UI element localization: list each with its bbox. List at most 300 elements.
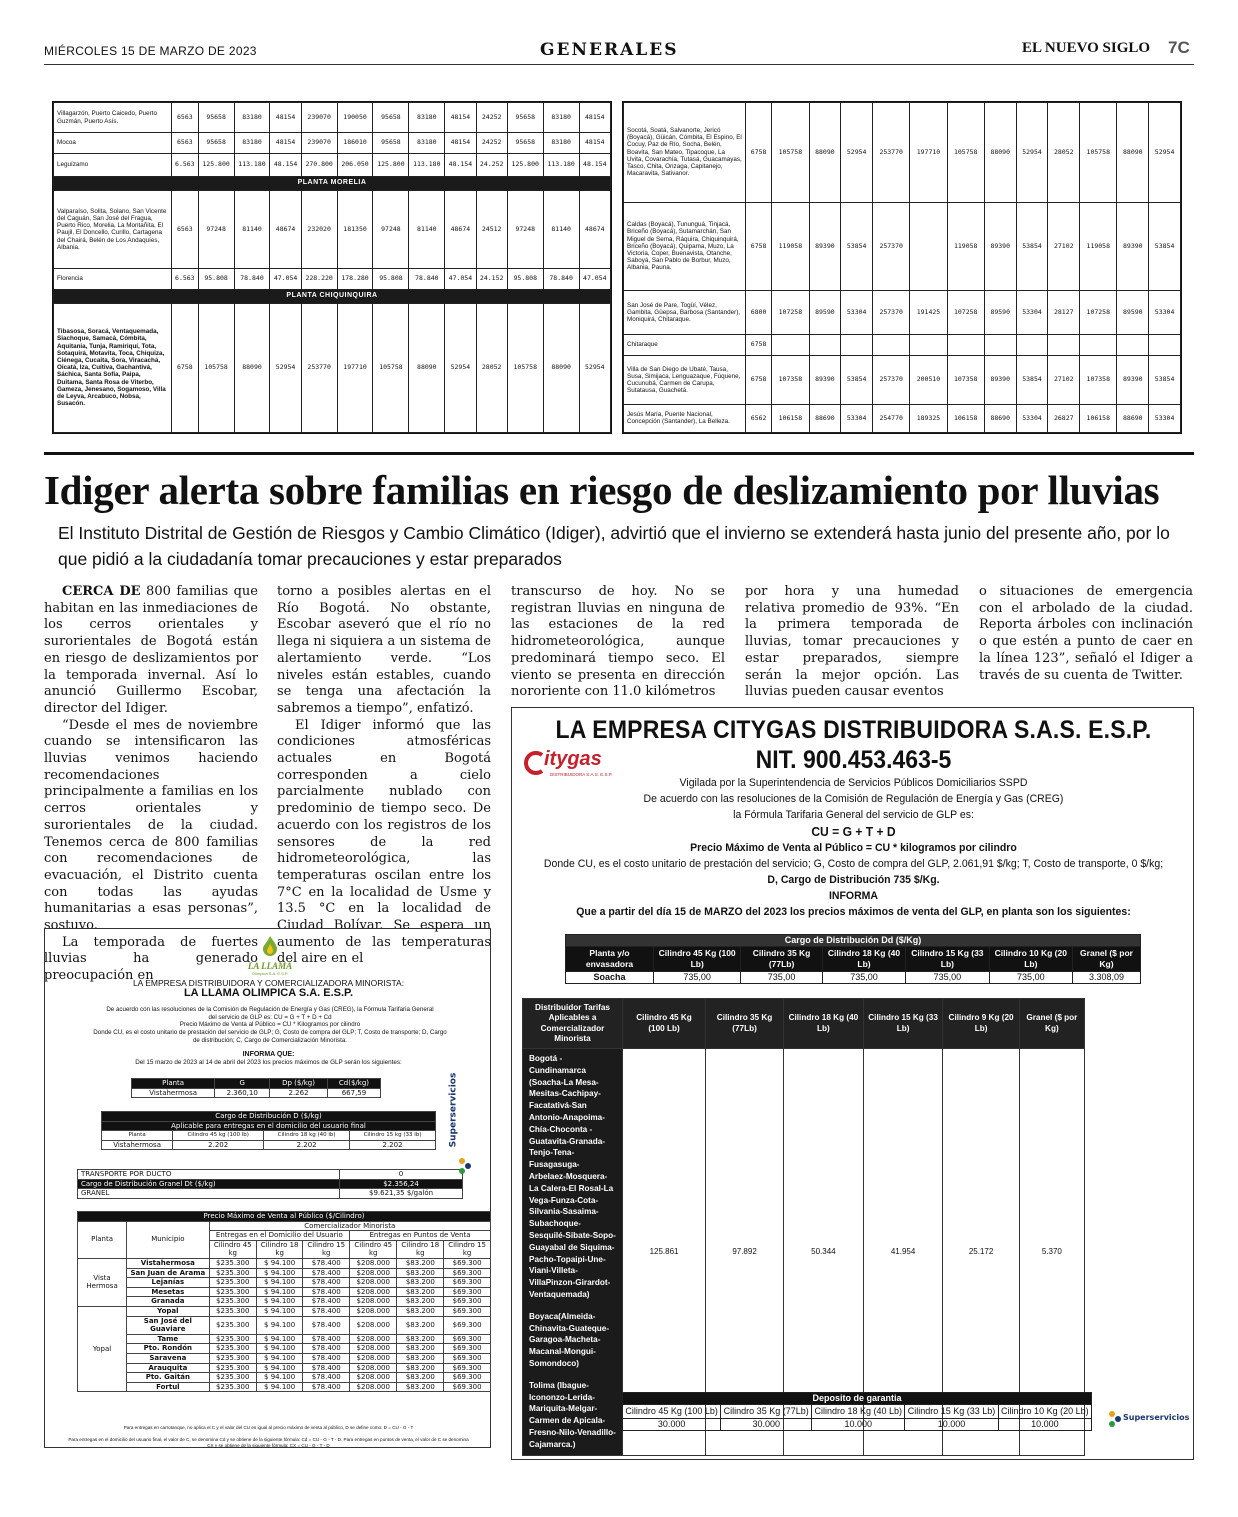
table-cell: $235.300	[209, 1258, 256, 1268]
table-cell: 88090	[234, 303, 270, 432]
table-cell: $78.400	[303, 1297, 350, 1307]
table-cell: $69.300	[444, 1306, 491, 1316]
table-cell: $208.000	[350, 1297, 397, 1307]
table-cell: 48154	[579, 103, 610, 133]
table-cell: 119058	[772, 202, 809, 291]
table-cell: 48154	[445, 133, 476, 154]
table-cell: 113.180	[543, 153, 579, 176]
tariff-table-right	[622, 101, 1182, 434]
article-paragraph: “Desde el mes de noviembre cuando se intensificaron las lluvias venimos haciendo recomendaciones principalmente a familias en los cerros orientales y surorientales de la ciudad. Tenemos cerca de 800 familias con recomendaciones de evacuación, el Distrito cuenta con todas las ayudas humanitarias a esas personas”, sostuvo.	[44, 717, 258, 934]
table-cell: 97.892	[706, 1049, 784, 1456]
table-cell: $ 94.100	[256, 1278, 302, 1288]
table-cell: $ 94.100	[256, 1287, 302, 1297]
table-row	[54, 190, 611, 268]
table-cell: 119058	[1080, 202, 1117, 291]
table-cell: $208.000	[350, 1258, 397, 1268]
municipio-cell: Vistahermosa	[127, 1258, 209, 1268]
table-row	[78, 1334, 491, 1344]
column-header: Cilindro 18 kg	[256, 1240, 302, 1258]
table-cell: 254770	[873, 404, 910, 432]
table-cell: 27102	[1048, 202, 1080, 291]
llama-note-1: Para entregas en carrotanque, no aplica el C y el valor del CU es igual al precio máximo de venta al público, D se define como: D = CU - G - T	[123, 1425, 414, 1430]
table-cell: 53304	[1016, 404, 1048, 432]
column-header: Cilindro 18 Kg (40 Lb)	[822, 947, 905, 972]
table-cell: 189325	[910, 404, 947, 432]
table-cell: 52954	[445, 303, 476, 432]
table-cell: $69.300	[444, 1268, 491, 1278]
table-row	[78, 1258, 491, 1268]
section-label: PLANTA CHIQUINQUIRA	[54, 289, 611, 303]
table-cell: 88090	[1117, 103, 1149, 203]
table-cell: $208.000	[350, 1316, 397, 1334]
column-header: Planta	[78, 1221, 127, 1258]
article-subtitle: El Instituto Distrital de Gestión de Riesgos y Cambio Climático (Idiger), advirtió que el invierno se extenderá hasta junio del presente año, por lo que pidió a la ciudadanía tomar precauciones y estar preparados	[58, 523, 1170, 569]
table-cell: $208.000	[350, 1306, 397, 1316]
table-row	[624, 356, 1181, 405]
llama-olimpica-advertisement	[44, 928, 491, 1448]
table-cell	[1117, 334, 1149, 356]
table-cell: $208.000	[350, 1287, 397, 1297]
location-cell: Villagarzón, Puerto Caicedo, Puerto Guzmán, Puerto Asís.	[54, 103, 172, 133]
citygas-advertisement	[511, 707, 1194, 1460]
table-cell: 52954	[1149, 103, 1181, 203]
table-cell: $235.300	[209, 1306, 256, 1316]
table-cell: 107358	[1080, 356, 1117, 405]
table-cell: 52954	[270, 303, 301, 432]
table-cell: 6758	[172, 303, 199, 432]
table-cell: $78.400	[303, 1287, 350, 1297]
table-cell: 83180	[234, 103, 270, 133]
table-cell: 83180	[543, 103, 579, 133]
column-header: Cilindro 9 Kg (20 Lb)	[943, 999, 1019, 1049]
table-cell: 197710	[337, 303, 373, 432]
table-cell: $78.400	[303, 1278, 350, 1288]
table-cell: 106158	[947, 404, 984, 432]
article-column-4	[745, 584, 959, 701]
table-cell: $ 94.100	[256, 1268, 302, 1278]
table-cell: 95658	[507, 133, 543, 154]
municipio-cell: San José del Guaviare	[127, 1316, 209, 1334]
table-cell: 125.800	[507, 153, 543, 176]
llama-price-table	[77, 1211, 491, 1392]
citygas-effective-date: Que a partir del día 15 de MARZO del 2023 los precios máximos de venta del GLP, en planta son los siguientes:	[576, 906, 1131, 918]
table-cell	[841, 334, 873, 356]
table-cell: 48154	[579, 133, 610, 154]
table-cell: 2.262	[270, 1088, 328, 1098]
table-cell: 107358	[947, 356, 984, 405]
table-cell: $69.300	[444, 1382, 491, 1392]
table-cell: $83.200	[397, 1382, 444, 1392]
table-cell: 78.840	[543, 269, 579, 290]
llama-note-2: Para entregas en el domicilio del usuario final, el valor de C, se denomina Cd y se obtiene de la siguiente fórmula: Cd = CU - G - T - D. Para entregas en puntos de venta, el valor de C se denomina CX y se obtiene de la siguiente fórmula: CX = CU - G - T - D	[68, 1437, 469, 1448]
superservicios-icon	[1108, 1410, 1122, 1428]
table-cell: 2.202	[173, 1140, 264, 1150]
table-cell: 2.360,10	[215, 1088, 270, 1098]
table-cell	[772, 334, 809, 356]
distributor-list	[523, 1049, 623, 1456]
table-row	[54, 153, 611, 176]
column-header: Planta	[132, 1079, 215, 1089]
article-paragraph: o situaciones de emergencia con el arbolado de la ciudad. Reporta árboles con inclinación o que estén a punto de caer en la línea 123”, señaló el Idiger a través de su cuenta de Twitter.	[979, 584, 1193, 683]
article-paragraph: torno a posibles alertas en el Río Bogotá. No obstante, Escobar aseveró que el río no llega ni siquiera a un sistema de alertamiento verde. “Los niveles están estables, cuando se tenga una afectación la sabremos a tiempo”, enfatizó.	[277, 584, 491, 716]
table-row	[78, 1268, 491, 1278]
citygas-creg: De acuerdo con las resoluciones de la Comisión de Regulación de Energía y Gas (CREG)	[643, 793, 1064, 805]
distributor-tolima: Tolima (Ibague-Icononzo-Lerida- Mariquita-Melgar-Carmen de Apicala-Fresno-Nilo-Venadillo-Cajamarca.)	[529, 1380, 616, 1449]
table-cell: 105758	[507, 303, 543, 432]
table-cell: 53854	[841, 202, 873, 291]
article-column-5	[979, 584, 1193, 684]
table-cell: 6758	[746, 334, 772, 356]
table-cell: Vistahermosa	[132, 1088, 215, 1098]
table-section-row	[54, 176, 611, 190]
table-cell: 10.000	[812, 1419, 905, 1431]
table-cell: 97248	[373, 190, 409, 268]
table-row	[78, 1382, 491, 1392]
table-cell: 89390	[984, 356, 1016, 405]
table-cell: $69.300	[444, 1297, 491, 1307]
citygas-formula-intro: la Fórmula Tarifaria General del servicio de GLP es:	[733, 809, 974, 821]
table-cell: $69.300	[444, 1278, 491, 1288]
table-cell: 2.202	[350, 1140, 436, 1150]
table-cell: $83.200	[397, 1344, 444, 1354]
table-cell: $ 94.100	[256, 1258, 302, 1268]
table-cell: $78.400	[303, 1353, 350, 1363]
table-cell: 105758	[772, 103, 809, 203]
table-cell: $235.300	[209, 1334, 256, 1344]
table-cell: 48154	[270, 103, 301, 133]
table-cell: 257370	[873, 356, 910, 405]
table-cell: 53854	[1149, 202, 1181, 291]
table-cell: 735,00	[741, 972, 822, 984]
llama-logo-text: LA LLAMA	[247, 961, 293, 971]
table-cell: 3.308,09	[1073, 972, 1141, 984]
article-paragraph: transcurso de hoy. No se registran lluvias en ninguna de las estaciones de la red hidrometeorológica, aunque predominará tiempo seco. El viento se presenta en dirección nororiente con 11.0 kilómetros	[511, 584, 725, 700]
table-cell: 88090	[809, 103, 841, 203]
citygas-informa: INFORMA	[828, 890, 879, 902]
table-cell: 6758	[746, 356, 772, 405]
table-cell: 24252	[476, 133, 507, 154]
table-cell: 41.954	[863, 1049, 943, 1456]
table-cell: 105758	[1080, 103, 1117, 203]
table-cell: 83180	[234, 133, 270, 154]
column-header: Cilindro 45 kg	[209, 1240, 256, 1258]
table-row	[78, 1189, 463, 1199]
table-cell: $208.000	[350, 1344, 397, 1354]
table-cell: 88090	[984, 103, 1016, 203]
table-cell: 81140	[409, 190, 445, 268]
table-cell: 106158	[772, 404, 809, 432]
table-cell: 53854	[1016, 356, 1048, 405]
table-cell: $235.300	[209, 1344, 256, 1354]
table-cell: 53304	[841, 291, 873, 334]
table-row	[54, 133, 611, 154]
citygas-nit: NIT. 900.453.463-5	[755, 746, 952, 774]
table-cell: 88090	[543, 303, 579, 432]
table-cell: $ 94.100	[256, 1334, 302, 1344]
table-cell: 88090	[409, 303, 445, 432]
table-row	[54, 103, 611, 133]
table-cell: 30.000	[721, 1419, 812, 1431]
newspaper-name: EL NUEVO SIGLO	[1022, 40, 1151, 56]
table-cell: 257370	[873, 291, 910, 334]
table-cell: 48674	[270, 190, 301, 268]
location-cell: Villa de San Diego de Ubaté, Tausa, Susa, Simijaca, Lenguazaque, Fúquene, Cucunubá, Carmen de Carupa, Sutatausa, Guachetá.	[624, 356, 746, 405]
table-row	[624, 202, 1181, 291]
table-cell: 88690	[809, 404, 841, 432]
table-cell: 95.808	[507, 269, 543, 290]
table-cell: $83.200	[397, 1297, 444, 1307]
table-cell: 6563	[172, 103, 199, 133]
table-cell: 257370	[873, 202, 910, 291]
table-cell	[1080, 334, 1117, 356]
table-cell: $235.300	[209, 1297, 256, 1307]
table-cell: $ 94.100	[256, 1297, 302, 1307]
llama-distribution-table	[101, 1111, 436, 1150]
table-cell: $ 94.100	[256, 1363, 302, 1373]
table-cell: 89590	[984, 291, 1016, 334]
table-cell: 253770	[873, 103, 910, 203]
table-cell: 48674	[579, 190, 610, 268]
column-header: Cilindro 45 kg	[350, 1240, 397, 1258]
column-header: Municipio	[127, 1221, 209, 1258]
table-cell: $208.000	[350, 1363, 397, 1373]
column-header: Cilindro 18 Kg (40 Lb)	[812, 1405, 905, 1419]
table-cell: 50.344	[784, 1049, 864, 1456]
table-cell: 52954	[1016, 103, 1048, 203]
table-cell: $ 94.100	[256, 1382, 302, 1392]
table-cell: 95658	[507, 103, 543, 133]
table-row	[78, 1297, 491, 1307]
table-cell: 10.000	[998, 1419, 1091, 1431]
column-header: Cd($/kg)	[327, 1079, 380, 1089]
table-cell: $208.000	[350, 1278, 397, 1288]
table-cell	[1149, 334, 1181, 356]
table-cell: $78.400	[303, 1344, 350, 1354]
llama-creg: De acuerdo con las resoluciones de la Comisión de Regulación de Energía y Gas (CREG), la Fórmula Tarifaria General del servicio de GLP es: CU = G + T + D + Cd	[106, 1006, 434, 1021]
table-cell: 228.220	[301, 269, 337, 290]
table-cell: 190050	[337, 103, 373, 133]
table-cell: 95658	[198, 103, 234, 133]
table-cell: 89590	[1117, 291, 1149, 334]
municipio-cell: Arauquita	[127, 1363, 209, 1373]
location-cell: Leguízamo	[54, 153, 172, 176]
column-header: Distribuidor Tarifas Aplicables a Comercializador Minorista	[523, 999, 623, 1049]
table-row	[78, 1353, 491, 1363]
table-cell: $78.400	[303, 1334, 350, 1344]
table-cell: $78.400	[303, 1268, 350, 1278]
superservicios-logo	[450, 1065, 480, 1175]
table-subtitle: Aplicable para entregas en el domicilio del usuario final	[102, 1121, 436, 1131]
table-row	[78, 1363, 491, 1373]
municipio-cell: Yopal	[127, 1306, 209, 1316]
llama-period: Del 15 marzo de 2023 al 14 de abril del 2023 los precios máximos de GLP serán los siguientes:	[135, 1059, 402, 1066]
article-column-1	[44, 584, 258, 985]
table-cell: $208.000	[350, 1268, 397, 1278]
table-cell: 191425	[910, 291, 947, 334]
table-cell	[910, 334, 947, 356]
table-cell: $235.300	[209, 1353, 256, 1363]
citygas-precio: Precio Máximo de Venta al Público = CU * kilogramos por cilindro	[690, 842, 1017, 854]
table-cell: 6563	[172, 133, 199, 154]
table-row	[78, 1373, 491, 1383]
citygas-formula: CU = G + T + D	[811, 824, 896, 839]
citygas-logo-sub: DISTRIBUIDORA S.A.S. E.S.P.	[550, 772, 613, 777]
table-cell: $83.200	[397, 1363, 444, 1373]
planta-cell: Vista Hermosa	[78, 1258, 127, 1306]
table-cell: 48.154	[579, 153, 610, 176]
table-cell: $78.400	[303, 1382, 350, 1392]
table-cell: 53304	[1016, 291, 1048, 334]
table-cell: 48154	[445, 103, 476, 133]
table-cell: 107258	[1080, 291, 1117, 334]
table-cell: 30.000	[623, 1419, 721, 1431]
column-header: Cilindro 45 Kg (100 Lb)	[623, 999, 706, 1049]
table-cell	[947, 334, 984, 356]
table-cell: 200510	[910, 356, 947, 405]
header-rule	[44, 64, 1194, 65]
row-header: GRANEL	[78, 1189, 340, 1199]
llama-logo	[240, 935, 300, 976]
column-header: Cilindro 10 Kg (20 Lb)	[989, 947, 1072, 972]
table-cell: $83.200	[397, 1373, 444, 1383]
column-header: Cilindro 15 kg	[444, 1240, 491, 1258]
llama-logo-sub: Olímpica S.A. E.S.P.	[251, 971, 289, 976]
table-cell: 239070	[301, 103, 337, 133]
table-cell: 88690	[984, 404, 1016, 432]
municipio-cell: Fortul	[127, 1382, 209, 1392]
table-cell: 113.180	[234, 153, 270, 176]
table-cell: 81140	[234, 190, 270, 268]
table-cell: 88690	[1117, 404, 1149, 432]
table-cell: $78.400	[303, 1363, 350, 1373]
table-row	[624, 334, 1181, 356]
table-cell: 735,00	[989, 972, 1072, 984]
table-cell: $ 94.100	[256, 1316, 302, 1334]
table-row	[78, 1287, 491, 1297]
location-cell: Valparaíso, Solita, Solano, San Vicente del Caguán, San José del Fragua, Puerto Rico, Morelia, La Montañita, El Paujil, El Doncello, Curillo, Cartagena del Chairá, Belén de Los Andaquíes, Albania.	[54, 190, 172, 268]
table-cell: $78.400	[303, 1373, 350, 1383]
table-row	[54, 303, 611, 432]
table-cell: 181350	[337, 190, 373, 268]
table-cell: 53854	[841, 356, 873, 405]
municipio-cell: Pto. Gaitán	[127, 1373, 209, 1383]
article-column-3	[511, 584, 725, 701]
table-cell: $235.300	[209, 1287, 256, 1297]
table-cell: 83180	[409, 103, 445, 133]
citygas-cargo: D, Cargo de Distribución 735 $/Kg.	[767, 874, 940, 886]
llama-g-table	[131, 1078, 381, 1098]
location-cell: Caldas (Boyacá), Tununguá, Tinjacá, Briceño (Boyacá), Sutamarchán, San Miguel de Sema, Ráquira, Chiquinquirá, Briceño (Boyacá), Quipama, Muzo, La Victoria, Coper, Buenavista, Otanche, Saboyá, San Pablo de Borbur, Muzo, Albania, Pauna.	[624, 202, 746, 291]
column-header: Cilindro 10 Kg (20 Lb)	[998, 1405, 1091, 1419]
table-cell: $69.300	[444, 1258, 491, 1268]
table-cell: 83180	[409, 133, 445, 154]
table-cell: $235.300	[209, 1268, 256, 1278]
table-cell: 89390	[984, 202, 1016, 291]
location-cell: Florencia	[54, 269, 172, 290]
table-cell: 53304	[1149, 404, 1181, 432]
table-cell: 47.054	[270, 269, 301, 290]
table-row	[624, 103, 1181, 203]
superservicios-text: Superservicios	[1123, 1413, 1190, 1422]
citygas-vigilada: Vigilada por la Superintendencia de Servicios Públicos Domiciliarios SSPD	[679, 777, 1028, 789]
table-row	[78, 1278, 491, 1288]
column-header: Cilindro 45 Kg (100 Lb)	[623, 1405, 721, 1419]
table-cell: $83.200	[397, 1334, 444, 1344]
table-cell: 27102	[1048, 356, 1080, 405]
table-cell: 186010	[337, 133, 373, 154]
table-cell: 178.280	[337, 269, 373, 290]
location-cell: Chitaraque	[624, 334, 746, 356]
table-cell: 106158	[1080, 404, 1117, 432]
table-cell: 24512	[476, 190, 507, 268]
table-cell: $2.356,24	[340, 1179, 463, 1189]
table-row	[624, 291, 1181, 334]
table-row	[78, 1306, 491, 1316]
table-cell: $83.200	[397, 1353, 444, 1363]
table-cell: 6563	[172, 190, 199, 268]
table-cell: $208.000	[350, 1353, 397, 1363]
table-cell: 6800	[746, 291, 772, 334]
table-cell: 735,00	[654, 972, 741, 984]
table-cell: $ 94.100	[256, 1353, 302, 1363]
citygas-definitions: Donde CU, es el costo unitario de prestación del servicio; G, Costo de compra del GLP, 2.061,91 $/kg; T, Costo de transporte, 0 $/kg;	[543, 858, 1164, 870]
article-headline: Idiger alerta sobre familias en riesgo de deslizamiento por lluvias	[44, 467, 1160, 513]
municipio-cell: Tame	[127, 1334, 209, 1344]
table-cell: $235.300	[209, 1382, 256, 1392]
column-header: Dp ($/kg)	[270, 1079, 328, 1089]
table-cell: $208.000	[350, 1334, 397, 1344]
municipio-cell: Saravena	[127, 1353, 209, 1363]
table-cell	[873, 334, 910, 356]
table-cell: 26827	[1048, 404, 1080, 432]
table-cell: 239070	[301, 133, 337, 154]
table-title: Cargo de Distribución D ($/kg)	[102, 1112, 436, 1122]
column-header: Cilindro 15 kg (33 lb)	[350, 1131, 436, 1141]
column-header: Cilindro 18 kg (40 lb)	[264, 1131, 350, 1141]
table-cell: 735,00	[906, 972, 989, 984]
llama-granel-table	[77, 1169, 463, 1199]
table-cell: 53304	[841, 404, 873, 432]
table-cell: $235.300	[209, 1278, 256, 1288]
table-cell: 95.808	[198, 269, 234, 290]
article-paragraph: CERCA DE 800 familias que habitan en las inmediaciones de los cerros orientales y surorientales de Bogotá están en riesgo de deslizamientos por la temporada invernal. Así lo anunció Guillermo Escobar, director del Idiger.	[44, 584, 258, 716]
table-cell: 48.154	[270, 153, 301, 176]
table-cell: $69.300	[444, 1334, 491, 1344]
table-row	[54, 269, 611, 290]
table-cell: 107358	[772, 356, 809, 405]
table-cell: 197710	[910, 103, 947, 203]
table-cell: $208.000	[350, 1382, 397, 1392]
table-row	[624, 404, 1181, 432]
column-header: Granel ($ por Kg)	[1073, 947, 1141, 972]
table-cell: 97248	[507, 190, 543, 268]
column-header: Planta	[102, 1131, 173, 1141]
column-header: Planta y/o envasadora	[566, 947, 654, 972]
table-cell: 53854	[1149, 356, 1181, 405]
table-cell: $69.300	[444, 1373, 491, 1383]
table-cell: 48154	[270, 133, 301, 154]
table-cell: 6562	[746, 404, 772, 432]
table-cell: 28052	[1048, 103, 1080, 203]
municipio-cell: San Juan de Arama	[127, 1268, 209, 1278]
table-title: Precio Máximo de Venta al Público ($/Cilindro)	[78, 1212, 491, 1222]
table-cell: $78.400	[303, 1316, 350, 1334]
superservicios-text: Superservicios	[448, 1072, 459, 1148]
llama-heading: LA EMPRESA DISTRIBUIDORA Y COMERCIALIZADORA MINORISTA:	[132, 978, 405, 988]
row-header: TRANSPORTE POR DUCTO	[78, 1170, 340, 1180]
location-cell: San José de Pare, Togüí, Vélez, Gambita, Güepsa, Barbosa (Santander), Moniquirá, Chitaraque.	[624, 291, 746, 334]
article-paragraph: La temporada de fuertes lluvias ha generado preocupación en	[44, 934, 258, 984]
